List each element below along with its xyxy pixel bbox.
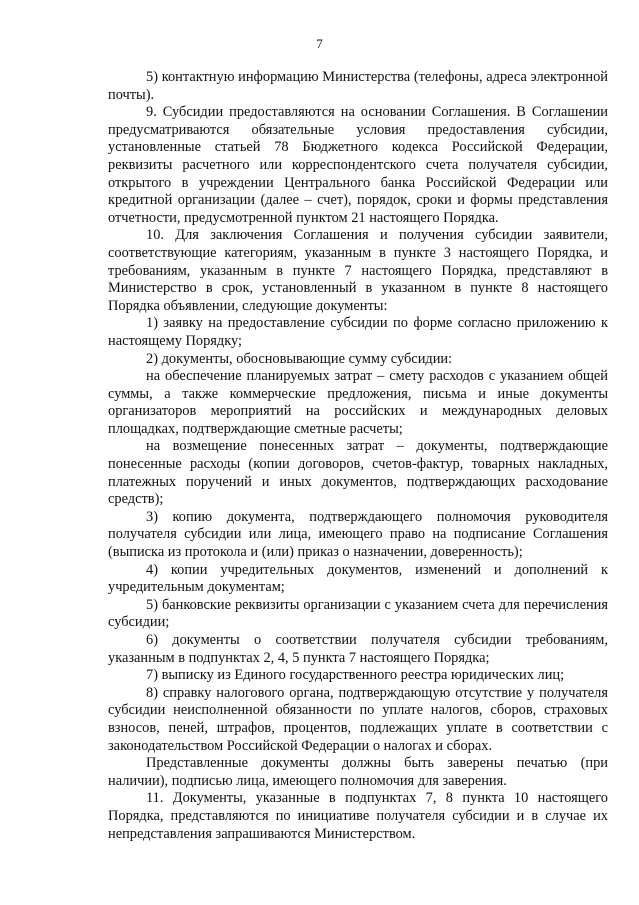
list-item-5-bank-details: 5) банковские реквизиты организации с указанием счета для перечисления субсидии;	[108, 596, 608, 631]
list-item-1-application: 1) заявку на предоставление субсидии по форме согласно приложению к настоящему Порядку;	[108, 315, 608, 349]
paragraph-clause-9: 9. Субсидии предоставляются на основании Соглашения. В Соглашении предусматриваются обязательные условия предоставления субсидии, установленные статьей 78 Бюджетного кодекса Российской Федерации, реквизиты расчетного или корреспондентского счета получателя субсидии, открытого в учреждении Центрального банка Российской Федерации или кредитной организации (далее – счет), порядок, сроки и формы представления отчетности, предусмотренной пунктом 21 настоящего Порядка.	[108, 104, 608, 226]
page-number: 7	[316, 36, 323, 51]
list-item-6-compliance-documents: 6) документы о соответствии получателя субсидии требованиям, указанным в подпунктах 2, 4, 5 пункта 7 настоящего Порядка;	[108, 632, 608, 666]
list-item-7-registry-extract: 7) выписку из Единого государственного реестра юридических лиц;	[146, 667, 565, 684]
document-body	[108, 69, 608, 843]
paragraph-clause-11: 11. Документы, указанные в подпунктах 7, 8 пункта 10 настоящего Порядка, представляются по инициативе получателя субсидии и в случае их непредставления запрашиваются Министерством.	[108, 790, 608, 842]
list-item-3-authority-document: 3) копию документа, подтверждающего полномочия руководителя получателя субсидии или лица, имеющего право на подписание Соглашения (выписка из протокола и (или) приказ о назначении, доверенность);	[108, 508, 608, 561]
paragraph-certification-requirement: Представленные документы должны быть заверены печатью (при наличии), подписью лица, имеющего полномочия для заверения.	[108, 755, 608, 789]
paragraph-clause-10: 10. Для заключения Соглашения и получения субсидии заявители, соответствующие категориям, указанным в пункте 3 настоящего Порядка, и требованиям, указанным в пункте 7 настоящего Порядка, представляют в Министерство в срок, установленный в указанном в пункте 8 настоящего Порядка объявлении, следующие документы:	[108, 227, 608, 314]
list-item-8-tax-certificate: 8) справку налогового органа, подтверждающую отсутствие у получателя субсидии неисполненной обязанности по уплате налогов, сборов, страховых взносов, пеней, штрафов, процентов, подлежащих уплате в соответствии с законодательством Российской Федерации о налогах и сборах.	[108, 684, 608, 754]
paragraph-item-5-contact-info: 5) контактную информацию Министерства (телефоны, адреса электронной почты).	[108, 69, 608, 103]
list-item-4-constituent-documents: 4) копии учредительных документов, изменений и дополнений к учредительным документам;	[108, 561, 608, 596]
list-item-2-cost-documents: 2) документы, обосновывающие сумму субсидии:	[146, 350, 453, 367]
paragraph-incurred-costs: на возмещение понесенных затрат – документы, подтверждающие понесенные расходы (копии договоров, счетов-фактур, товарных накладных, платежных поручений и иных документов, подтверждающих расходование средств);	[108, 438, 608, 508]
paragraph-planned-costs: на обеспечение планируемых затрат – смету расходов с указанием общей суммы, а также коммерческие предложения, письма и иные документы организаторов мероприятий на российских и международных деловых площадках, подтверждающие сметные расчеты;	[108, 368, 608, 437]
